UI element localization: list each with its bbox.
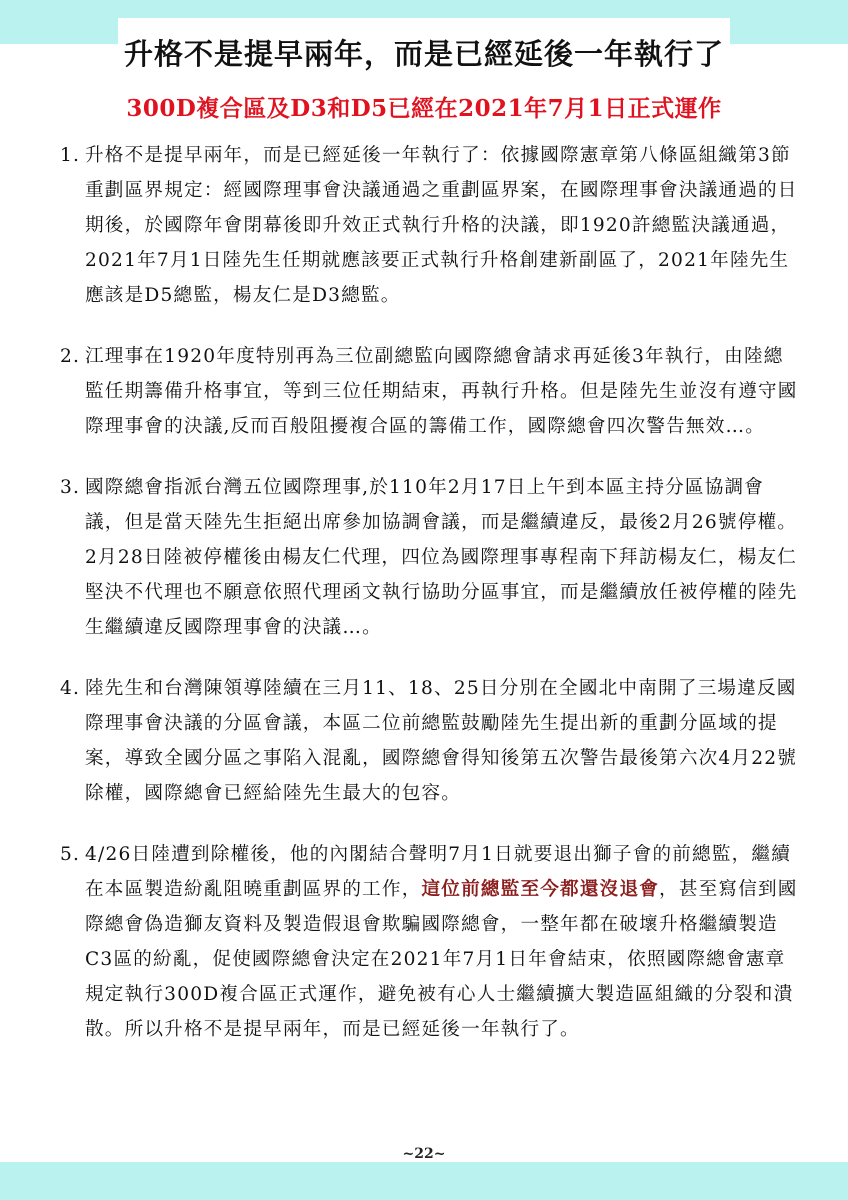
page-subtitle: 300D複合區及D3和D5已經在2021年7月1日正式運作 [126, 95, 722, 122]
item-text: 國際總會指派台灣五位國際理事,於110年2月17日上午到本區主持分區協調會議，但是當天陸先生拒絕出席參加協調會議，而是繼續違反，最後2月26號停權。2月28日陸被停權後由楊友仁代理，四位為國際理事專程南下拜訪楊友仁，楊友仁堅決不代理也不願意依照代理函文執行協助分區事宜，而是繼續放任被停權的陸先生繼續違反國際理事會的決議…。 [85, 477, 798, 638]
item-text: 升格不是提早兩年，而是已經延後一年執行了：依據國際憲章第八條區組織第3節重劃區界規定：經國際理事會決議通過之重劃區界案，在國際理事會決議通過的日期後，於國際年會閉幕後即升效正式執行升格的決議，即1920許總監決議通過，2021年7月1日陸先生任期就應該要正式執行升格創建新副區了，2021年陸先生應該是D5總監，楊友仁是D3總監。 [85, 145, 798, 306]
page-title: 升格不是提早兩年，而是已經延後一年執行了 [123, 37, 724, 71]
bottom-decorative-band [0, 1162, 848, 1200]
list-item-3 [60, 470, 798, 645]
item-text: 江理事在1920年度特別再為三位副總監向國際總會請求再延後3年執行，由陸總監任期籌備升格事宜，等到三位任期結束，再執行升格。但是陸先生並沒有遵守國際理事會的決議,反而百般阻擾複合區的籌備工作，國際總會四次警告無效…。 [85, 346, 798, 437]
item-text-before: 4/26日陸遭到除權後，他的內閣結合聲明7月1日就要退出獅子會的前總監，繼續在本區製造紛亂阻曉重劃區界的工作， [85, 844, 792, 900]
highlighted-text: 這位前總監至今都還沒退會 [421, 879, 660, 900]
item-number: 4. [60, 678, 81, 699]
item-number: 5. [60, 844, 81, 865]
item-number: 1. [60, 145, 81, 166]
page-number: ~22~ [402, 1146, 446, 1162]
item-text: 陸先生和台灣陳領導陸續在三月11、18、25日分別在全國北中南開了三場違反國際理事會決議的分區會議，本區二位前總監鼓勵陸先生提出新的重劃分區域的提案，導致全國分區之事陷入混亂，國際總會得知後第五次警告最後第六次4月22號除權，國際總會已經給陸先生最大的包容。 [85, 678, 798, 804]
item-text-after: ，甚至寫信到國際總會偽造獅友資料及製造假退會欺騙國際總會，一整年都在破壞升格繼續製造C3區的紛亂，促使國際總會決定在2021年7月1日年會結束，依照國際總會憲章規定執行300D複合區正式運作，避免被有心人士繼續擴大製造區組織的分裂和潰散。所以升格不是提早兩年，而是已經延後一年執行了。 [85, 879, 798, 1040]
numbered-list [60, 138, 798, 1073]
list-item-5 [60, 837, 798, 1047]
item-number: 2. [60, 346, 81, 367]
item-number: 3. [60, 477, 81, 498]
list-item-1 [60, 138, 798, 313]
list-item-4 [60, 671, 798, 811]
list-item-2 [60, 339, 798, 444]
